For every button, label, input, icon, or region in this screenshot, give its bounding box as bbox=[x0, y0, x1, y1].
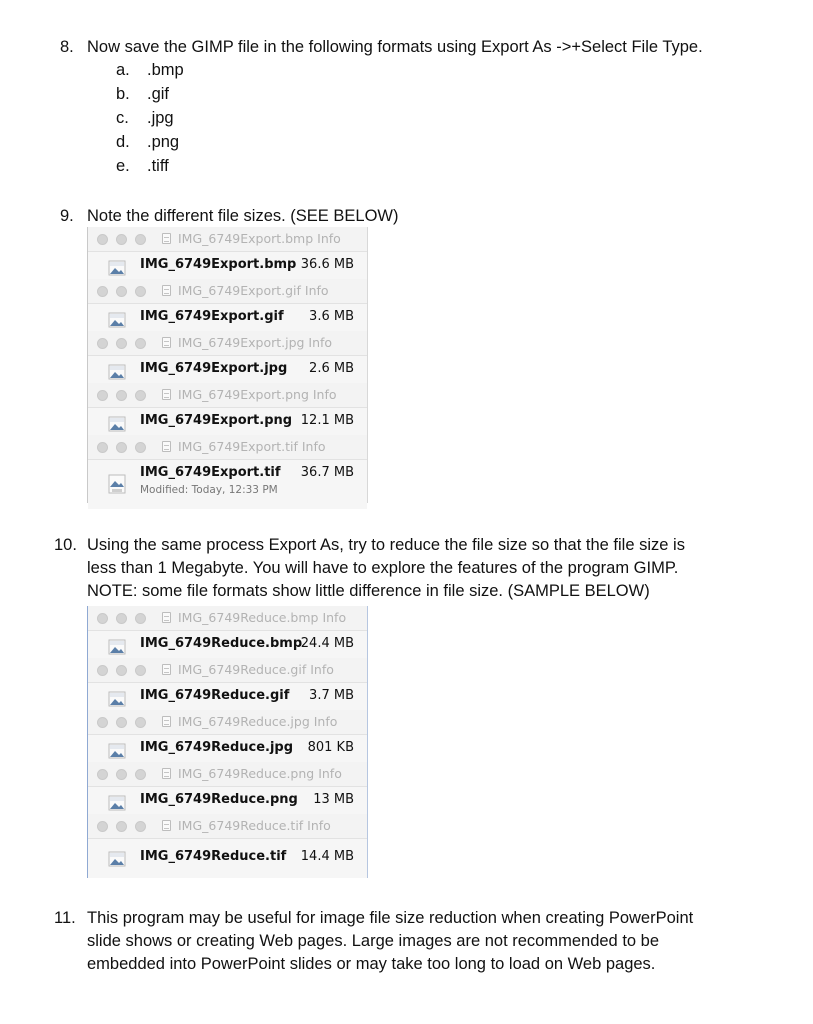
file-size: 13 MB bbox=[313, 792, 354, 807]
window-title: IMG_6749Reduce.jpg Info bbox=[178, 714, 338, 729]
document-icon bbox=[162, 612, 171, 623]
reduce-info-screenshot bbox=[87, 606, 368, 878]
info-window-titlebar bbox=[88, 383, 367, 408]
format-ext: .jpg bbox=[147, 109, 174, 127]
format-ext: .gif bbox=[147, 85, 170, 103]
file-info-row bbox=[88, 735, 367, 762]
format-letter: e. bbox=[116, 157, 130, 175]
file-info-row bbox=[88, 839, 367, 871]
zoom-button[interactable] bbox=[135, 338, 146, 349]
document-icon bbox=[162, 716, 171, 727]
step-10-line-2: less than 1 Megabyte. You will have to explore the features of the program GIMP. bbox=[87, 559, 679, 577]
image-file-icon bbox=[108, 795, 126, 811]
file-info-row bbox=[88, 460, 367, 509]
info-window-titlebar bbox=[88, 814, 367, 839]
step-11-line-3: embedded into PowerPoint slides or may take too long to load on Web pages. bbox=[87, 955, 656, 973]
format-ext: .tiff bbox=[147, 157, 169, 175]
minimize-button[interactable] bbox=[116, 821, 127, 832]
file-name: IMG_6749Export.jpg bbox=[140, 361, 288, 376]
file-name: IMG_6749Export.gif bbox=[140, 309, 284, 324]
zoom-button[interactable] bbox=[135, 717, 146, 728]
image-file-icon bbox=[108, 416, 126, 432]
file-info-row bbox=[88, 787, 367, 814]
close-button[interactable] bbox=[97, 821, 108, 832]
minimize-button[interactable] bbox=[116, 234, 127, 245]
document-icon bbox=[162, 820, 171, 831]
minimize-button[interactable] bbox=[116, 717, 127, 728]
modified-date: Modified: Today, 12:33 PM bbox=[140, 484, 278, 496]
file-size: 14.4 MB bbox=[300, 849, 354, 864]
zoom-button[interactable] bbox=[135, 286, 146, 297]
step-9-number: 9. bbox=[60, 207, 74, 225]
file-size: 12.1 MB bbox=[300, 413, 354, 428]
file-name: IMG_6749Export.bmp bbox=[140, 257, 297, 272]
minimize-button[interactable] bbox=[116, 769, 127, 780]
format-letter: c. bbox=[116, 109, 129, 127]
info-window-titlebar bbox=[88, 227, 367, 252]
file-info-row bbox=[88, 683, 367, 710]
info-window-titlebar bbox=[88, 331, 367, 356]
close-button[interactable] bbox=[97, 338, 108, 349]
close-button[interactable] bbox=[97, 390, 108, 401]
document-icon bbox=[162, 664, 171, 675]
info-window-titlebar bbox=[88, 279, 367, 304]
window-title: IMG_6749Export.gif Info bbox=[178, 283, 329, 298]
info-window-titlebar bbox=[88, 435, 367, 460]
window-title: IMG_6749Export.tif Info bbox=[178, 439, 326, 454]
file-name: IMG_6749Reduce.png bbox=[140, 792, 298, 807]
window-title: IMG_6749Reduce.bmp Info bbox=[178, 610, 347, 625]
window-title: IMG_6749Export.jpg Info bbox=[178, 335, 333, 350]
format-letter: d. bbox=[116, 133, 130, 151]
file-info-row bbox=[88, 252, 367, 279]
zoom-button[interactable] bbox=[135, 442, 146, 453]
step-8-text: Now save the GIMP file in the following formats using Export As ->+Select File Type. bbox=[87, 38, 703, 56]
file-info-row bbox=[88, 304, 367, 331]
close-button[interactable] bbox=[97, 717, 108, 728]
image-file-icon bbox=[108, 851, 126, 867]
image-file-icon bbox=[108, 260, 126, 276]
step-11-number: 11. bbox=[54, 909, 76, 927]
info-window-titlebar bbox=[88, 762, 367, 787]
image-file-icon bbox=[108, 312, 126, 328]
step-10-line-1: Using the same process Export As, try to reduce the file size so that the file size is bbox=[87, 536, 685, 554]
image-file-icon bbox=[108, 639, 126, 655]
format-letter: a. bbox=[116, 61, 130, 79]
zoom-button[interactable] bbox=[135, 665, 146, 676]
close-button[interactable] bbox=[97, 234, 108, 245]
format-item bbox=[116, 107, 174, 129]
document-icon bbox=[162, 389, 171, 400]
image-file-icon bbox=[108, 364, 126, 380]
window-title: IMG_6749Reduce.gif Info bbox=[178, 662, 334, 677]
file-info-row bbox=[88, 356, 367, 383]
document-icon bbox=[162, 337, 171, 348]
step-9-text: Note the different file sizes. (SEE BELOW) bbox=[87, 207, 399, 225]
step-10-line-3: NOTE: some file formats show little difference in file size. (SAMPLE BELOW) bbox=[87, 582, 650, 600]
minimize-button[interactable] bbox=[116, 613, 127, 624]
close-button[interactable] bbox=[97, 665, 108, 676]
minimize-button[interactable] bbox=[116, 286, 127, 297]
file-size: 801 KB bbox=[307, 740, 354, 755]
format-item bbox=[116, 131, 179, 153]
file-size: 36.7 MB bbox=[300, 465, 354, 480]
tiff-file-icon bbox=[108, 474, 126, 494]
file-size: 2.6 MB bbox=[309, 361, 354, 376]
file-name: IMG_6749Reduce.bmp bbox=[140, 636, 303, 651]
close-button[interactable] bbox=[97, 613, 108, 624]
file-name: IMG_6749Export.tif bbox=[140, 465, 281, 480]
window-title: IMG_6749Reduce.tif Info bbox=[178, 818, 331, 833]
file-name: IMG_6749Reduce.tif bbox=[140, 849, 287, 864]
zoom-button[interactable] bbox=[135, 390, 146, 401]
zoom-button[interactable] bbox=[135, 769, 146, 780]
file-name: IMG_6749Export.png bbox=[140, 413, 293, 428]
file-name: IMG_6749Reduce.jpg bbox=[140, 740, 294, 755]
zoom-button[interactable] bbox=[135, 821, 146, 832]
minimize-button[interactable] bbox=[116, 665, 127, 676]
file-size: 3.6 MB bbox=[309, 309, 354, 324]
file-size: 36.6 MB bbox=[300, 257, 354, 272]
file-name: IMG_6749Reduce.gif bbox=[140, 688, 290, 703]
minimize-button[interactable] bbox=[116, 390, 127, 401]
file-info-row bbox=[88, 631, 367, 658]
document-icon bbox=[162, 768, 171, 779]
image-file-icon bbox=[108, 743, 126, 759]
document-icon bbox=[162, 285, 171, 296]
file-size: 3.7 MB bbox=[309, 688, 354, 703]
format-item bbox=[116, 155, 169, 177]
document-icon bbox=[162, 233, 171, 244]
window-title: IMG_6749Export.png Info bbox=[178, 387, 337, 402]
step-8-number: 8. bbox=[60, 38, 74, 56]
minimize-button[interactable] bbox=[116, 442, 127, 453]
info-window-titlebar bbox=[88, 658, 367, 683]
info-window-titlebar bbox=[88, 710, 367, 735]
file-size: 24.4 MB bbox=[300, 636, 354, 651]
window-title: IMG_6749Export.bmp Info bbox=[178, 231, 341, 246]
close-button[interactable] bbox=[97, 286, 108, 297]
format-letter: b. bbox=[116, 85, 130, 103]
step-10-number: 10. bbox=[54, 536, 77, 554]
info-window-titlebar bbox=[88, 606, 367, 631]
close-button[interactable] bbox=[97, 442, 108, 453]
format-ext: .bmp bbox=[147, 61, 184, 79]
zoom-button[interactable] bbox=[135, 234, 146, 245]
format-ext: .png bbox=[147, 133, 180, 151]
window-title: IMG_6749Reduce.png Info bbox=[178, 766, 342, 781]
step-11-line-1: This program may be useful for image file size reduction when creating PowerPoint bbox=[87, 909, 694, 927]
file-info-row bbox=[88, 408, 367, 435]
document-icon bbox=[162, 441, 171, 452]
export-info-screenshot bbox=[87, 227, 368, 503]
minimize-button[interactable] bbox=[116, 338, 127, 349]
format-item bbox=[116, 59, 184, 81]
format-item bbox=[116, 83, 169, 105]
image-file-icon bbox=[108, 691, 126, 707]
zoom-button[interactable] bbox=[135, 613, 146, 624]
close-button[interactable] bbox=[97, 769, 108, 780]
step-11-line-2: slide shows or creating Web pages. Large images are not recommended to be bbox=[87, 932, 660, 950]
